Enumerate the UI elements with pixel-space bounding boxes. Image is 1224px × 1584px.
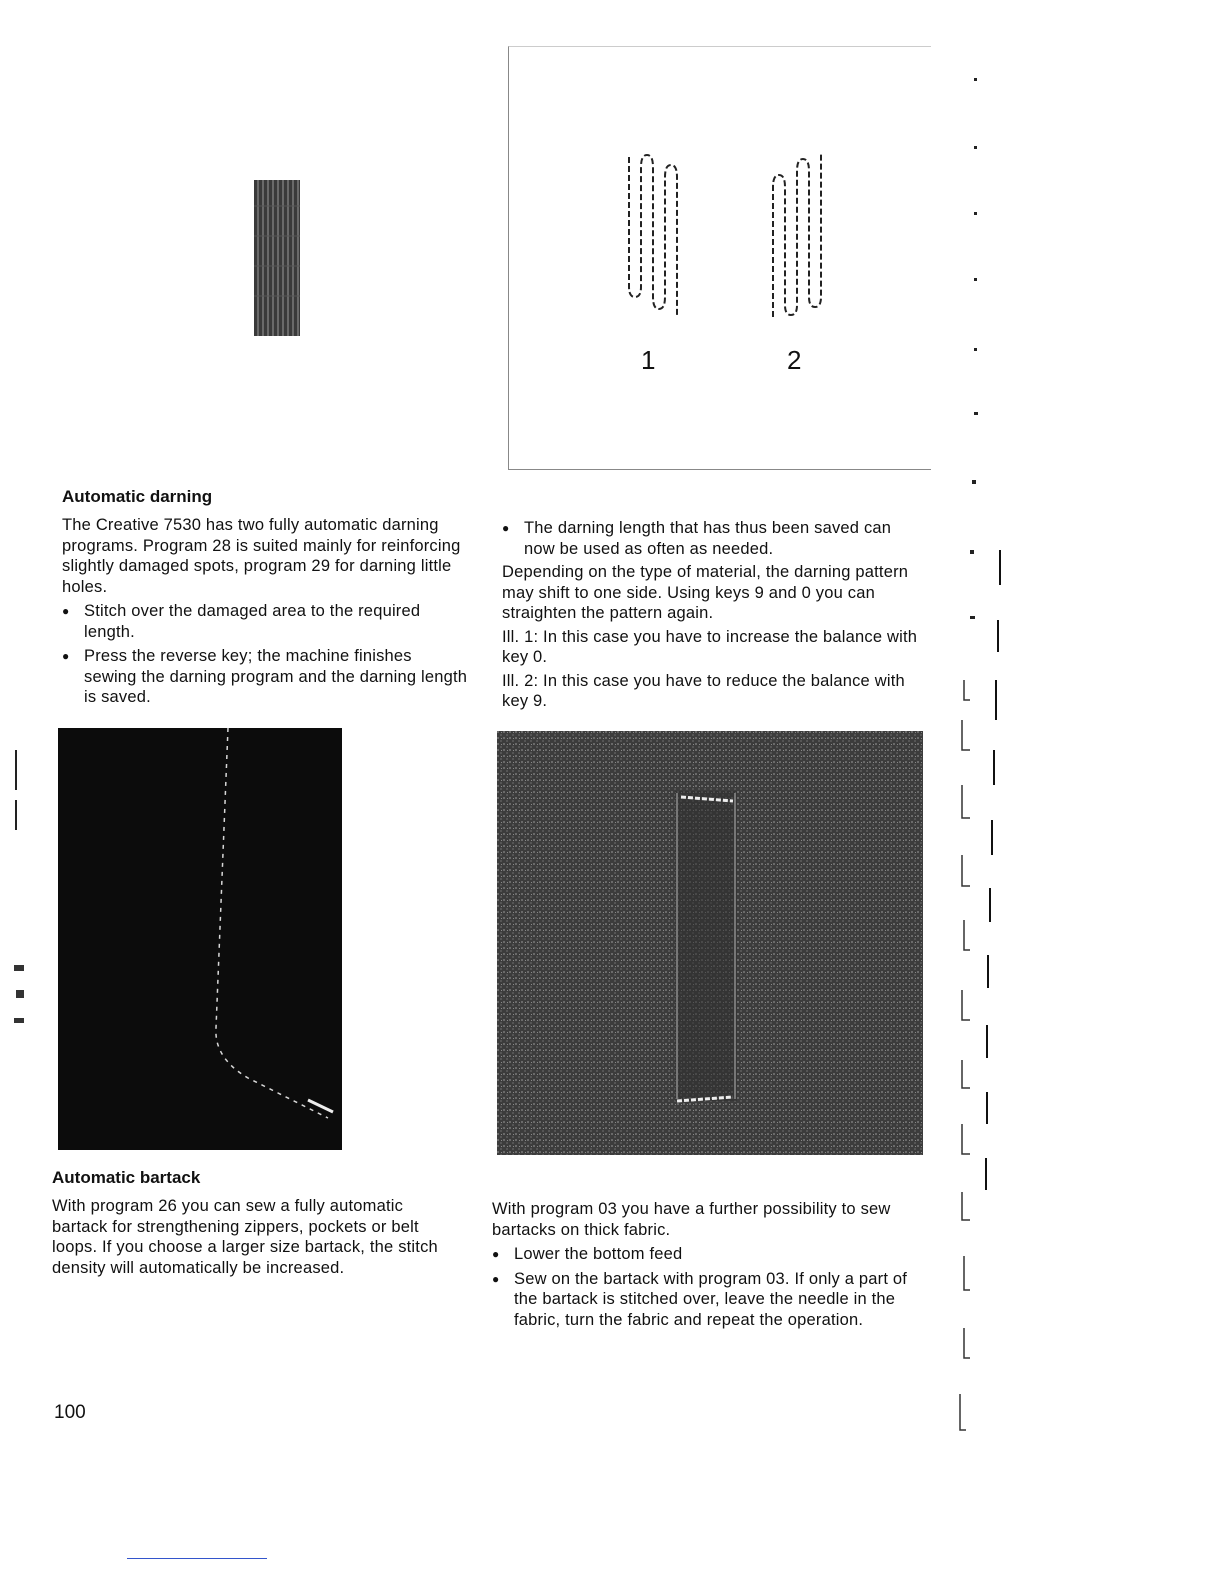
program-03-intro: With program 03 you have a further possibility to sew bartacks on thick fabric.: [492, 1200, 891, 1239]
page-number: 100: [54, 1402, 86, 1423]
darning-bullet-2: ● Press the reverse key; the machine finishes sewing the darning program and the darning length is saved.: [62, 646, 468, 708]
section-heading-bartack: Automatic bartack: [52, 1168, 201, 1187]
illustration-label-2: 2: [787, 345, 802, 375]
illustration-2-note: Ill. 2: In this case you have to reduce the balance with key 9.: [502, 671, 905, 710]
section-heading-darning: Automatic darning: [62, 487, 213, 506]
darning-sample-illustration: [254, 176, 302, 340]
illustration-1-note: Ill. 1: In this case you have to increase the balance with key 0.: [502, 627, 918, 666]
automatic-bartack-section: [52, 1168, 462, 1278]
bartack-paragraph: With program 26 you can sew a fully automatic bartack for strengthening zippers, pockets or belt loops. If you choose a larger size bartack, the stitch density will automatically be increased.: [52, 1197, 438, 1277]
darning-pattern-2-icon: [767, 147, 827, 327]
darning-pattern-1-icon: [621, 147, 681, 327]
balance-section: [502, 518, 922, 712]
bottom-rule: [127, 1558, 267, 1559]
left-edge-marks-decoration: [10, 740, 40, 1040]
balance-paragraph: Depending on the type of material, the darning pattern may shift to one side. Using keys 9 and 0 you can straighten the pattern again.: [502, 563, 909, 622]
balance-illustration-box: [508, 46, 931, 470]
illustration-label-1: 1: [641, 345, 656, 375]
program-03-section: [492, 1199, 912, 1330]
darning-bullet-1: ● Stitch over the damaged area to the required length.: [62, 601, 468, 642]
darning-photo: [58, 728, 342, 1150]
bartack-photo: [497, 731, 923, 1155]
saved-length-bullet: ● The darning length that has thus been saved can now be used as often as needed.: [502, 518, 922, 559]
darning-intro-paragraph: The Creative 7530 has two fully automatic darning programs. Program 28 is suited mainly for reinforcing slightly damaged spots, program 29 for darning little holes.: [62, 516, 461, 596]
binding-marks-decoration: [950, 60, 1010, 1440]
program-03-bullet-2: ● Sew on the bartack with program 03. If only a part of the bartack is stitched over, leave the needle in the fabric, turn the fabric and repeat the operation.: [492, 1269, 912, 1331]
automatic-darning-section: [62, 487, 468, 708]
program-03-bullet-1: ● Lower the bottom feed: [492, 1244, 912, 1265]
